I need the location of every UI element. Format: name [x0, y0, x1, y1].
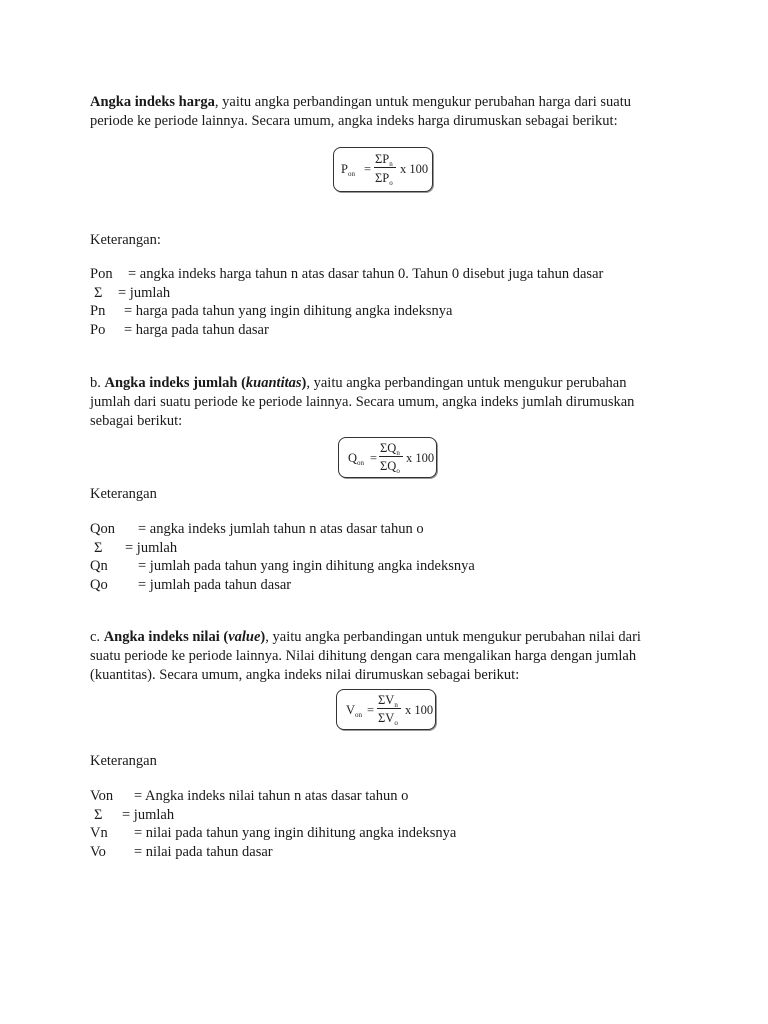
definition-text: = nilai pada tahun dasar	[134, 843, 273, 860]
section-a-keterangan-label: Keterangan:	[90, 232, 161, 248]
section-c-title: Angka indeks nilai (value)	[103, 629, 266, 645]
definition-text: = jumlah	[125, 539, 178, 556]
definition-term: Pon	[90, 266, 113, 282]
sigma-symbol: Σ	[94, 284, 103, 301]
formula-b-numerator: $\Sigma Q_n$	[380, 441, 400, 457]
definition-text: = angka indeks jumlah tahun n atas dasar tahun o	[138, 521, 424, 537]
formula-b-lhs: $Q_{on}$	[348, 451, 365, 467]
formula-a-fraction-bar	[374, 167, 396, 168]
definition-text: = jumlah	[118, 284, 171, 301]
formula-price-index	[333, 147, 433, 192]
formula-a-lhs: $P_{on}$	[341, 162, 355, 178]
definition-text: = harga pada tahun yang ingin dihitung angka indeksnya	[124, 303, 453, 319]
definition-text: = jumlah pada tahun dasar	[138, 576, 292, 593]
formula-b-times: x 100	[406, 451, 435, 465]
formula-a-denominator: $\Sigma P_o$	[375, 171, 393, 187]
section-c-text: , yaitu angka perbandingan untuk mengukur perubahan nilai dari suatu periode ke periode lainnya. Nilai dihitung dengan cara mengalikan harga dengan jumlah (kuantitas). Secara umum, angka indeks nilai dirumuskan sebagai berikut:	[90, 629, 641, 683]
formula-c-times: x 100	[405, 703, 434, 717]
formula-a-numerator: $\Sigma P_n$	[375, 152, 393, 168]
formula-quantity-index	[338, 437, 437, 478]
definition-text: = Angka indeks nilai tahun n atas dasar tahun o	[134, 788, 409, 804]
section-b-title: Angka indeks jumlah (kuantitas)	[104, 375, 307, 391]
definition-text: = jumlah	[122, 806, 175, 823]
definition-text: = jumlah pada tahun yang ingin dihitung angka indeksnya	[138, 558, 475, 574]
formula-c-numerator: $\Sigma V_n$	[378, 693, 398, 709]
section-a-text: , yaitu angka perbandingan untuk mengukur perubahan harga dari suatu periode ke periode lainnya. Secara umum, angka indeks harga dirumuskan sebagai berikut:	[90, 94, 631, 129]
formula-b-eq: =	[370, 451, 378, 465]
definition-term: Qo	[90, 576, 108, 593]
section-b-keterangan-label: Keterangan	[90, 486, 157, 502]
definition-term: Po	[90, 321, 106, 338]
formula-c-eq: =	[367, 703, 375, 717]
formula-a-times: x 100	[400, 162, 429, 176]
section-c-keterangan-label: Keterangan	[90, 753, 157, 769]
section-b-intro: b. Angka indeks jumlah (kuantitas), yaitu angka perbandingan untuk mengukur perubahan jumlah dari suatu periode ke periode lainnya. Secara umum, angka indeks jumlah dirumuskan sebagai berikut:	[90, 375, 635, 429]
definition-text: = harga pada tahun dasar	[124, 321, 269, 338]
section-c-intro: c. Angka indeks nilai (value), yaitu angka perbandingan untuk mengukur perubahan nilai dari suatu periode ke periode lainnya. Nilai dihitung dengan cara mengalikan harga dengan jumlah (kuantitas). Secara umum, angka indeks nilai dirumuskan sebagai berikut:	[90, 629, 641, 683]
section-a-intro	[90, 93, 670, 131]
sigma-symbol: Σ	[94, 539, 103, 556]
definition-term: Vn	[90, 825, 108, 841]
definition-term: Qon	[90, 521, 115, 537]
definition-term: Qn	[90, 558, 108, 574]
formula-c-lhs: $V_{on}$	[346, 703, 363, 719]
formula-b-denominator: $\Sigma Q_o$	[380, 459, 400, 475]
section-a-title: Angka indeks harga	[90, 94, 215, 110]
formula-c-denominator: $\Sigma V_o$	[378, 711, 398, 727]
definition-text: = angka indeks harga tahun n atas dasar tahun 0. Tahun 0 disebut juga tahun dasar	[128, 266, 604, 282]
formula-a-eq: =	[364, 162, 372, 176]
definition-term: Pn	[90, 303, 106, 319]
definition-term: Von	[90, 788, 114, 804]
definition-text: = nilai pada tahun yang ingin dihitung angka indeksnya	[134, 825, 457, 841]
section-b-text: , yaitu angka perbandingan untuk mengukur perubahan jumlah dari suatu periode ke periode lainnya. Secara umum, angka indeks jumlah dirumuskan sebagai berikut:	[90, 375, 635, 429]
definition-term: Vo	[90, 843, 106, 860]
formula-value-index	[336, 689, 436, 730]
sigma-symbol: Σ	[94, 806, 103, 823]
